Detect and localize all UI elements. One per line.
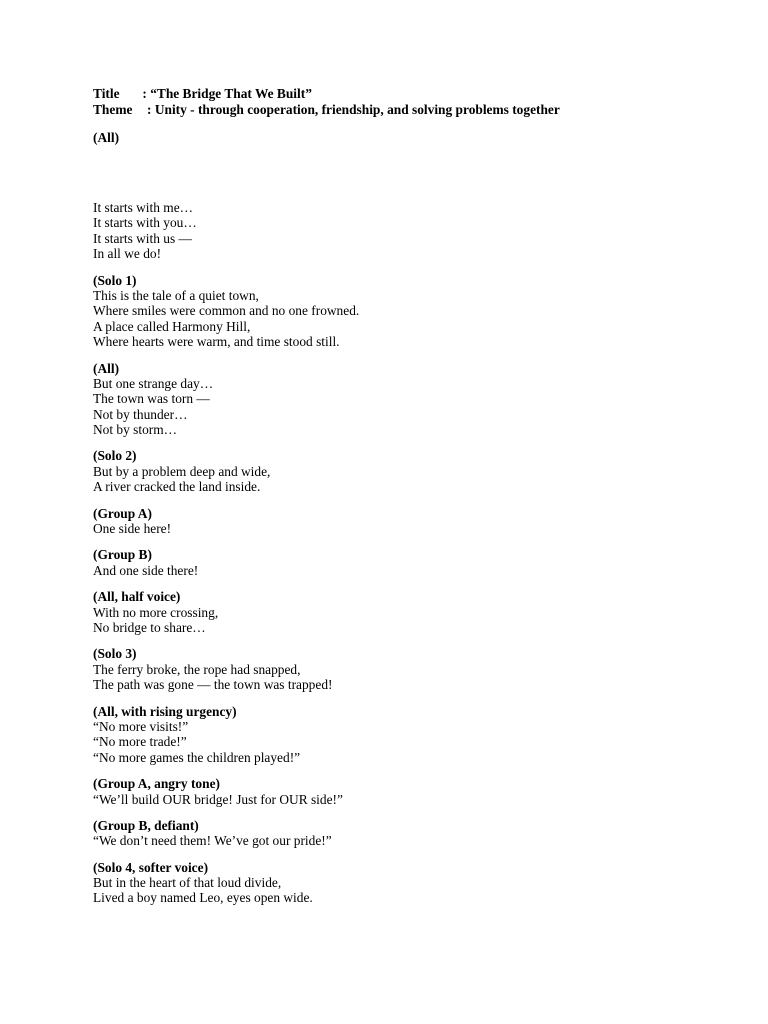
theme-value: Unity - through cooperation, friendship, and solving problems together — [154, 102, 560, 117]
speaker-label: (All) — [93, 360, 120, 376]
verse-line: It starts with me… — [93, 200, 194, 215]
verse-line: Where hearts were warm, and time stood still. — [93, 334, 340, 350]
verse-line: But one strange day… — [93, 375, 214, 391]
verse-line: Not by thunder… — [93, 406, 188, 422]
verse-line: “No more games the children played!” — [93, 749, 301, 765]
title-key: Title — [93, 86, 120, 101]
speaker-label: (Group B, defiant) — [93, 817, 199, 833]
verse-line: “We’ll build OUR bridge! Just for OUR side!” — [93, 791, 343, 807]
verse-line: It starts with us — — [93, 230, 192, 246]
speaker-label: (Group A, angry tone) — [93, 776, 220, 792]
speaker-label: (Solo 1) — [93, 272, 137, 288]
verse-line: No bridge to share… — [93, 619, 206, 635]
script-section — [93, 273, 733, 350]
speaker-label: (All, with rising urgency) — [93, 703, 237, 719]
opening-verse — [93, 200, 733, 262]
verse-line: And one side there! — [93, 562, 199, 578]
verse-line: “No more trade!” — [93, 734, 187, 750]
theme-line — [93, 102, 733, 118]
speaker-label: (Solo 3) — [93, 646, 137, 662]
title-separator: : — [142, 86, 147, 101]
script-section — [93, 818, 733, 849]
verse-line: “We don’t need them! We’ve got our pride!” — [93, 833, 332, 849]
script-section — [93, 547, 733, 578]
script-section — [93, 589, 733, 635]
verse-line: Lived a boy named Leo, eyes open wide. — [93, 890, 313, 906]
verse-line: The town was torn — — [93, 391, 210, 407]
verse-line: But in the heart of that loud divide, — [93, 875, 282, 891]
verse-line: “No more visits!” — [93, 718, 189, 734]
verse-line: Where smiles were common and no one frowned. — [93, 303, 360, 319]
speaker-label: (All, half voice) — [93, 589, 181, 605]
speaker-label: (Group B) — [93, 547, 152, 563]
title-value: “The Bridge That We Built” — [150, 86, 312, 101]
verse-line: This is the tale of a quiet town, — [93, 287, 259, 303]
theme-separator: : — [147, 102, 152, 117]
verse-line: It starts with you… — [93, 215, 197, 231]
script-section — [93, 776, 733, 807]
script-section — [93, 448, 733, 494]
script-section — [93, 860, 733, 906]
script-section — [93, 361, 733, 438]
speaker-label: (Solo 4, softer voice) — [93, 859, 209, 875]
script-section — [93, 506, 733, 537]
verse-line: The ferry broke, the rope had snapped, — [93, 661, 301, 677]
verse-line: The path was gone — the town was trapped! — [93, 677, 333, 693]
verse-line: Not by storm… — [93, 422, 178, 438]
verse-line: With no more crossing, — [93, 604, 219, 620]
theme-key: Theme — [93, 102, 133, 117]
verse-line: A place called Harmony Hill, — [93, 318, 251, 334]
script-section — [93, 646, 733, 692]
opening-label: (All) — [93, 130, 120, 145]
speaker-label: (Group A) — [93, 505, 152, 521]
speaker-label: (Solo 2) — [93, 448, 137, 464]
verse-line: In all we do! — [93, 246, 162, 262]
script-section — [93, 704, 733, 766]
document-page — [93, 86, 733, 917]
title-line — [93, 86, 733, 102]
script-sections — [93, 273, 733, 906]
verse-line: But by a problem deep and wide, — [93, 463, 271, 479]
verse-line: A river cracked the land inside. — [93, 479, 261, 495]
verse-line: One side here! — [93, 521, 172, 537]
